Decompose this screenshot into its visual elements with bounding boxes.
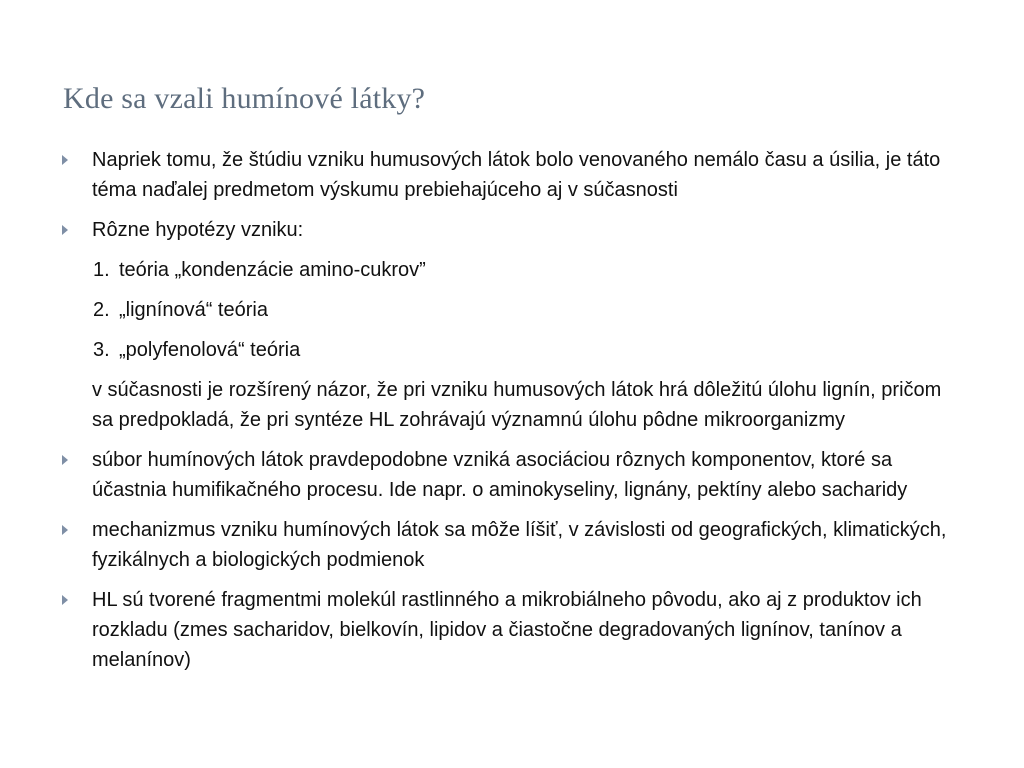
slide-title: Kde sa vzali humínové látky?: [63, 82, 426, 115]
triangle-bullet-icon: [62, 455, 68, 465]
bullet-paragraph: [62, 215, 962, 245]
bullet-paragraph: [62, 585, 962, 675]
hypothesis-text: „polyfenolová“ teória: [119, 339, 301, 361]
bullet-text: HL sú tvorené fragmentmi molekúl rastlinného a mikrobiálneho pôvodu, ako aj z produktov ich rozkladu (zmes sacharidov, bielkovín, lipidov a čiastočne degradovaných lignínov, tanínov a melanínov): [92, 589, 922, 671]
triangle-bullet-icon: [62, 595, 68, 605]
slide-content: [62, 145, 962, 685]
bullet-text: Napriek tomu, že štúdiu vzniku humusových látok bolo venovaného nemálo času a úsilia, je táto téma naďalej predmetom výskumu prebiehajúceho aj v súčasnosti: [92, 149, 941, 201]
hypotheses-list: [62, 255, 962, 365]
hypothesis-text: teória „kondenzácie amino-cukrov”: [119, 259, 426, 281]
hypothesis-number: 1.: [93, 259, 110, 281]
bullet-text: mechanizmus vzniku humínových látok sa môže líšiť, v závislosti od geografických, klimatických, fyzikálnych a biologických podmienok: [92, 519, 947, 571]
bullet-paragraph: [62, 145, 962, 205]
bullet-paragraph: [62, 515, 962, 575]
hypothesis-number: 2.: [93, 299, 110, 321]
bullet-text: Rôzne hypotézy vzniku:: [92, 219, 304, 241]
hypothesis-item: [62, 295, 962, 325]
triangle-bullet-icon: [62, 155, 68, 165]
hypothesis-text: „lignínová“ teória: [119, 299, 268, 321]
hypothesis-item: [62, 335, 962, 365]
hypothesis-number: 3.: [93, 339, 110, 361]
triangle-bullet-icon: [62, 225, 68, 235]
triangle-bullet-icon: [62, 525, 68, 535]
bullet-text: súbor humínových látok pravdepodobne vzniká asociáciou rôznych komponentov, ktoré sa účastnia humifikačného procesu. Ide napr. o aminokyseliny, lignány, pektíny alebo sacharidy: [92, 449, 908, 501]
hypothesis-item: [62, 255, 962, 285]
note-paragraph: v súčasnosti je rozšírený názor, že pri vzniku humusových látok hrá dôležitú úlohu lignín, pričom sa predpokladá, že pri syntéze HL zohrávajú významnú úlohu pôdne mikroorganizmy: [92, 379, 942, 431]
bullet-paragraph: [62, 445, 962, 505]
